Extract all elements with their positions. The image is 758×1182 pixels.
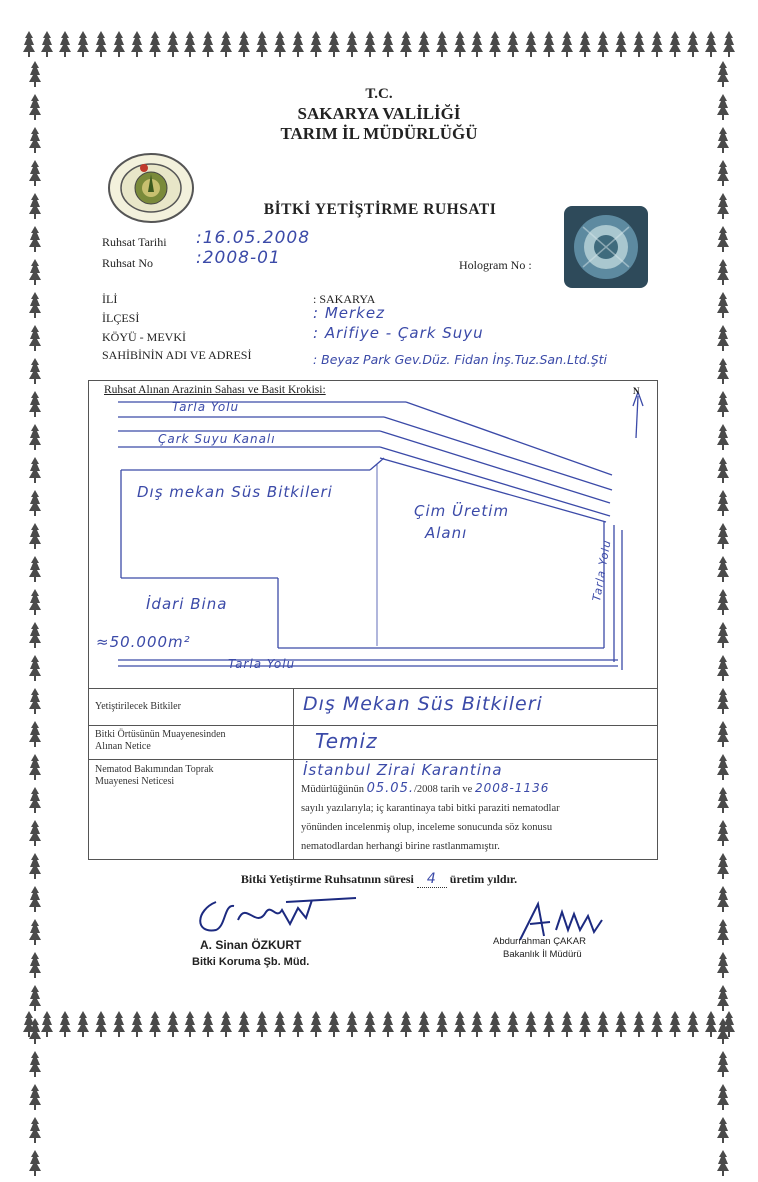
border-tree-icon xyxy=(40,1010,54,1044)
border-tree-icon xyxy=(94,30,108,64)
border-tree-icon xyxy=(560,30,574,64)
border-tree-icon xyxy=(112,1010,126,1044)
border-tree-icon xyxy=(542,1010,556,1044)
border-tree-icon xyxy=(722,30,736,64)
border-tree-icon xyxy=(578,30,592,64)
border-tree-icon xyxy=(716,489,730,522)
owner-label: SAHİBİNİN ADI VE ADRESİ xyxy=(102,348,252,362)
header-province: SAKARYA VALİLİĞİ xyxy=(297,104,461,123)
road-right-label: Tarla Yolu xyxy=(590,538,614,603)
inspection-table xyxy=(88,688,658,860)
border-tree-icon xyxy=(650,1010,664,1044)
border-tree-icon xyxy=(28,522,42,555)
road-top-label: Tarla Yolu xyxy=(172,400,240,414)
plants-label: Yetiştirilecek Bitkiler xyxy=(95,701,181,712)
border-tree-icon xyxy=(716,1149,730,1182)
border-tree-icon xyxy=(716,324,730,357)
nematode-lab: İstanbul Zirai Karantina xyxy=(303,761,503,779)
border-tree-icon xyxy=(716,225,730,258)
border-tree-icon xyxy=(28,654,42,687)
border-tree-icon xyxy=(435,1010,449,1044)
area-right-label-1: Çim Üretim xyxy=(414,502,510,520)
border-tree-icon xyxy=(183,30,197,64)
border-tree-icon xyxy=(716,885,730,918)
border-tree-icon xyxy=(578,1010,592,1044)
border-tree-icon xyxy=(166,1010,180,1044)
border-tree-icon xyxy=(40,30,54,64)
border-tree-icon xyxy=(716,687,730,720)
border-tree-icon xyxy=(183,1010,197,1044)
border-tree-icon xyxy=(686,30,700,64)
border-tree-icon xyxy=(453,1010,467,1044)
license-duration: Bitki Yetiştirme Ruhsatının süresi 4 üretim yıldır. xyxy=(240,871,518,887)
border-tree-icon xyxy=(130,30,144,64)
village-label: KÖYÜ - MEVKİ xyxy=(102,330,186,344)
border-tree-icon xyxy=(716,357,730,390)
border-tree-icon xyxy=(94,1010,108,1044)
border-tree-icon xyxy=(28,159,42,192)
border-tree-icon xyxy=(291,30,305,64)
border-tree-icon xyxy=(237,30,251,64)
border-tree-icon xyxy=(506,30,520,64)
border-tree-icon xyxy=(28,1116,42,1149)
border-tree-icon xyxy=(309,1010,323,1044)
border-tree-icon xyxy=(28,819,42,852)
signatory-left-name: A. Sinan ÖZKURT xyxy=(200,938,302,952)
nematode-result-line1: Müdürlüğünün 05.05./2008 tarih ve 2008-1136 xyxy=(301,781,550,796)
border-tree-icon xyxy=(716,984,730,1017)
border-tree-icon xyxy=(255,30,269,64)
signatory-right-title: Bakanlık İl Müdürü xyxy=(503,949,582,960)
hologram-label: Hologram No : xyxy=(459,258,532,272)
signatory-right-name: Abdurrahman ÇAKAR xyxy=(493,936,586,947)
nematode-label-1: Nematod Bakımından Toprak xyxy=(95,764,214,775)
border-tree-icon xyxy=(716,786,730,819)
border-tree-icon xyxy=(28,324,42,357)
ministry-seal xyxy=(106,152,196,224)
border-tree-icon xyxy=(614,1010,628,1044)
border-tree-icon xyxy=(614,30,628,64)
border-tree-icon xyxy=(28,555,42,588)
border-tree-icon xyxy=(148,1010,162,1044)
license-number-value: :2008-01 xyxy=(196,248,281,268)
border-tree-icon xyxy=(28,1017,42,1050)
building-label: İdari Bina xyxy=(146,595,228,613)
border-tree-icon xyxy=(28,291,42,324)
border-tree-icon xyxy=(716,918,730,951)
border-tree-icon xyxy=(28,423,42,456)
border-tree-icon xyxy=(28,918,42,951)
border-tree-icon xyxy=(201,1010,215,1044)
border-tree-icon xyxy=(716,1017,730,1050)
border-tree-icon xyxy=(28,885,42,918)
vegetation-label-1: Bitki Örtüsünün Muayenesinden xyxy=(95,729,226,740)
border-tree-icon xyxy=(28,258,42,291)
border-tree-icon xyxy=(28,786,42,819)
border-tree-icon xyxy=(560,1010,574,1044)
border-tree-icon xyxy=(237,1010,251,1044)
border-tree-icon xyxy=(453,30,467,64)
border-tree-icon xyxy=(28,720,42,753)
border-left xyxy=(24,60,46,1010)
border-tree-icon xyxy=(28,390,42,423)
nematode-result-line3: yönünden incelenmiş olup, inceleme sonucunda söz konusu xyxy=(301,822,553,833)
border-tree-icon xyxy=(381,30,395,64)
border-tree-icon xyxy=(417,1010,431,1044)
border-tree-icon xyxy=(28,621,42,654)
border-tree-icon xyxy=(381,1010,395,1044)
border-tree-icon xyxy=(716,654,730,687)
canal-label: Çark Suyu Kanalı xyxy=(158,432,276,446)
district-label: İLÇESİ xyxy=(102,311,140,325)
border-top xyxy=(22,30,736,64)
border-tree-icon xyxy=(345,30,359,64)
border-tree-icon xyxy=(686,1010,700,1044)
border-tree-icon xyxy=(273,1010,287,1044)
border-tree-icon xyxy=(130,1010,144,1044)
border-tree-icon xyxy=(716,1050,730,1083)
border-tree-icon xyxy=(58,1010,72,1044)
border-tree-icon xyxy=(148,30,162,64)
district-value: : Merkez xyxy=(313,304,385,322)
nematode-label-2: Muayenesi Neticesi xyxy=(95,776,175,787)
border-tree-icon xyxy=(399,1010,413,1044)
border-tree-icon xyxy=(327,1010,341,1044)
border-tree-icon xyxy=(716,192,730,225)
plants-value: Dış Mekan Süs Bitkileri xyxy=(303,693,543,715)
vegetation-label-2: Alınan Netice xyxy=(95,741,151,752)
border-tree-icon xyxy=(668,30,682,64)
border-tree-icon xyxy=(255,1010,269,1044)
border-tree-icon xyxy=(716,258,730,291)
border-tree-icon xyxy=(201,30,215,64)
border-tree-icon xyxy=(632,1010,646,1044)
signature-left xyxy=(186,890,366,942)
border-tree-icon xyxy=(716,621,730,654)
border-tree-icon xyxy=(28,687,42,720)
border-tree-icon xyxy=(716,555,730,588)
border-right xyxy=(712,60,734,1010)
hologram-icon xyxy=(563,205,649,289)
border-tree-icon xyxy=(219,1010,233,1044)
border-tree-icon xyxy=(650,30,664,64)
border-tree-icon xyxy=(345,1010,359,1044)
border-tree-icon xyxy=(542,30,556,64)
border-tree-icon xyxy=(668,1010,682,1044)
border-tree-icon xyxy=(28,984,42,1017)
border-tree-icon xyxy=(470,30,484,64)
document-title: BİTKİ YETİŞTİRME RUHSATI xyxy=(263,201,497,218)
border-tree-icon xyxy=(524,1010,538,1044)
border-tree-icon xyxy=(716,720,730,753)
border-tree-icon xyxy=(716,588,730,621)
border-tree-icon xyxy=(596,1010,610,1044)
border-tree-icon xyxy=(28,1083,42,1116)
owner-value: : Beyaz Park Gev.Düz. Fidan İnş.Tuz.San.Ltd.Şti xyxy=(313,352,608,367)
border-tree-icon xyxy=(716,390,730,423)
header-directorate: TARIM İL MÜDÜRLÜĞÜ xyxy=(280,124,478,143)
border-tree-icon xyxy=(76,1010,90,1044)
border-tree-icon xyxy=(716,159,730,192)
border-tree-icon xyxy=(716,1116,730,1149)
border-tree-icon xyxy=(28,357,42,390)
area-size-label: ≈50.000m² xyxy=(96,633,191,651)
border-tree-icon xyxy=(28,951,42,984)
border-tree-icon xyxy=(363,1010,377,1044)
province-value: : SAKARYA xyxy=(313,292,376,306)
area-right-label-2: Alanı xyxy=(425,524,468,542)
border-tree-icon xyxy=(716,819,730,852)
border-tree-icon xyxy=(363,30,377,64)
license-date-label: Ruhsat Tarihi xyxy=(102,235,167,249)
border-tree-icon xyxy=(28,1149,42,1182)
header-tc: T.C. xyxy=(365,86,393,102)
border-tree-icon xyxy=(166,30,180,64)
border-tree-icon xyxy=(417,30,431,64)
border-tree-icon xyxy=(716,291,730,324)
border-tree-icon xyxy=(28,1050,42,1083)
nematode-result-line4: nematodlardan herhangi birine rastlanmamıştır. xyxy=(301,841,500,852)
border-tree-icon xyxy=(28,192,42,225)
border-tree-icon xyxy=(28,489,42,522)
border-tree-icon xyxy=(58,30,72,64)
license-date-value: :16.05.2008 xyxy=(196,228,311,248)
border-tree-icon xyxy=(524,30,538,64)
border-tree-icon xyxy=(704,30,718,64)
vegetation-value: Temiz xyxy=(315,729,378,753)
border-tree-icon xyxy=(632,30,646,64)
border-tree-icon xyxy=(470,1010,484,1044)
border-tree-icon xyxy=(435,30,449,64)
border-tree-icon xyxy=(488,30,502,64)
nematode-result-line2: sayılı yazılarıyla; iç karantinaya tabi bitki paraziti nematodlar xyxy=(301,803,560,814)
border-tree-icon xyxy=(716,423,730,456)
signatory-left-title: Bitki Koruma Şb. Müd. xyxy=(192,956,310,968)
license-number-label: Ruhsat No xyxy=(102,256,153,270)
border-tree-icon xyxy=(716,456,730,489)
border-tree-icon xyxy=(28,588,42,621)
border-tree-icon xyxy=(273,30,287,64)
border-tree-icon xyxy=(28,456,42,489)
village-value: : Arifiye - Çark Suyu xyxy=(313,324,484,342)
border-tree-icon xyxy=(399,30,413,64)
border-tree-icon xyxy=(506,1010,520,1044)
area-left-label: Dış mekan Süs Bitkileri xyxy=(137,483,333,501)
border-tree-icon xyxy=(219,30,233,64)
border-tree-icon xyxy=(309,30,323,64)
border-tree-icon xyxy=(28,753,42,786)
border-tree-icon xyxy=(327,30,341,64)
north-indicator: N xyxy=(633,386,640,396)
border-tree-icon xyxy=(716,951,730,984)
border-tree-icon xyxy=(716,753,730,786)
border-tree-icon xyxy=(291,1010,305,1044)
border-tree-icon xyxy=(716,522,730,555)
border-tree-icon xyxy=(28,225,42,258)
sketch-title: Ruhsat Alınan Arazinin Sahası ve Basit Krokisi: xyxy=(104,384,326,396)
province-label: İLİ xyxy=(102,292,118,306)
border-tree-icon xyxy=(76,30,90,64)
border-tree-icon xyxy=(716,1083,730,1116)
border-tree-icon xyxy=(488,1010,502,1044)
road-bottom-label: Tarla Yolu xyxy=(228,657,296,671)
border-tree-icon xyxy=(596,30,610,64)
border-bottom xyxy=(22,1010,736,1044)
border-tree-icon xyxy=(112,30,126,64)
border-tree-icon xyxy=(22,30,36,64)
